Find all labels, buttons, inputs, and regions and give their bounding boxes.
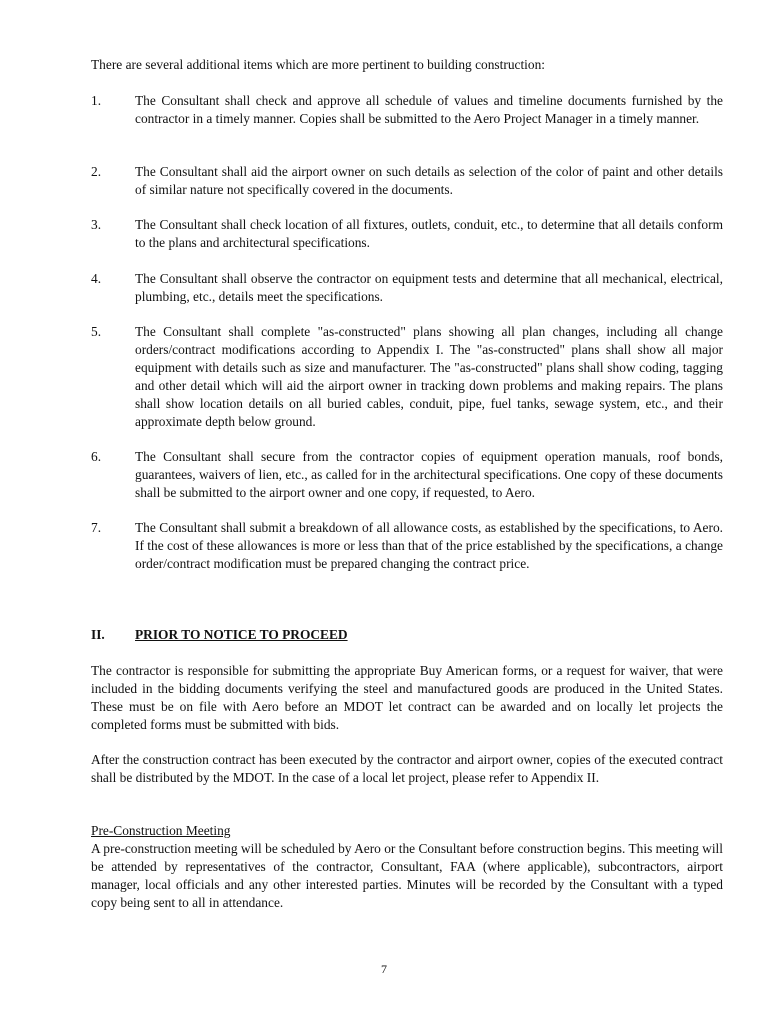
buy-american-paragraph: The contractor is responsible for submitting the appropriate Buy American forms, or a request for waiver, that were included in the bidding documents verifying the steel and manufactured goods are produced in the United States. These must be on file with Aero before an MDOT let contract can be awarded and on locally let projects the completed forms must be submitted with bids.	[91, 663, 723, 732]
list-item-number: 3.	[91, 217, 102, 232]
section-heading	[91, 626, 723, 644]
list-item-5	[91, 323, 723, 430]
list-item-text: The Consultant shall check and approve all schedule of values and timeline documents furnished by the contractor in a timely manner. Copies shall be submitted to the Aero Project Manager in a timely manner.	[135, 93, 723, 126]
list-item-number: 1.	[91, 93, 102, 108]
list-item-3	[91, 216, 723, 252]
list-item-number: 5.	[91, 324, 102, 339]
list-item-text: The Consultant shall secure from the contractor copies of equipment operation manuals, roof bonds, guarantees, waivers of lien, etc., as called for in the architectural specifications. One copy of these documents shall be submitted to the airport owner and one copy, if requested, to Aero.	[135, 449, 723, 500]
list-item-2	[91, 163, 723, 199]
list-item-text: The Consultant shall check location of all fixtures, outlets, conduit, etc., to determine that all details conform to the plans and architectural specifications.	[135, 217, 723, 250]
list-item-text: The Consultant shall submit a breakdown of all allowance costs, as established by the specifications, to Aero. If the cost of these allowances is more or less than that of the price established by the specifications, a change order/contract modification must be prepared changing the contract price.	[135, 520, 723, 571]
list-item-text: The Consultant shall complete "as-constructed" plans showing all plan changes, including all change orders/contract modifications according to Appendix I. The "as-constructed" plans shall show all major equipment with details such as size and manufacturer. The "as-constructed" plans shall show coding, tagging and other detail which will aid the airport owner in tracking down problems and making repairs. The plans shall show location details on all buried cables, conduit, pipe, fuel tanks, sewage system, etc., and their approximate depth below ground.	[135, 324, 723, 429]
list-item-6	[91, 448, 723, 502]
subsection-title: Pre-Construction Meeting	[91, 823, 231, 838]
section-number: II.	[91, 627, 105, 642]
list-item-number: 6.	[91, 449, 102, 464]
list-item-1	[91, 92, 723, 128]
list-item-text: The Consultant shall observe the contractor on equipment tests and determine that all mechanical, electrical, plumbing, etc., details meet the specifications.	[135, 271, 723, 304]
list-item-4	[91, 270, 723, 306]
page-number: 7	[381, 962, 387, 976]
subsection-text: A pre-construction meeting will be scheduled by Aero or the Consultant before construction begins. This meeting will be attended by representatives of the contractor, Consultant, FAA (where applicable), subcontractors, airport manager, local officials and any other interested parties. Minutes will be recorded by the Consultant with a typed copy being sent to all in attendance.	[91, 840, 723, 910]
list-item-number: 2.	[91, 164, 102, 179]
contract-paragraph: After the construction contract has been executed by the contractor and airport owner, copies of the executed contract shall be distributed by the MDOT. In the case of a local let project, please refer to Appendix II.	[91, 752, 723, 785]
intro-paragraph: There are several additional items which are more pertinent to building construction:	[91, 57, 546, 72]
list-item-7	[91, 519, 723, 573]
pre-construction-section	[91, 822, 723, 912]
section-title: PRIOR TO NOTICE TO PROCEED	[135, 627, 348, 642]
list-item-number: 7.	[91, 520, 102, 535]
list-item-number: 4.	[91, 271, 102, 286]
list-item-text: The Consultant shall aid the airport owner on such details as selection of the color of paint and other details of similar nature not specifically covered in the documents.	[135, 164, 723, 197]
